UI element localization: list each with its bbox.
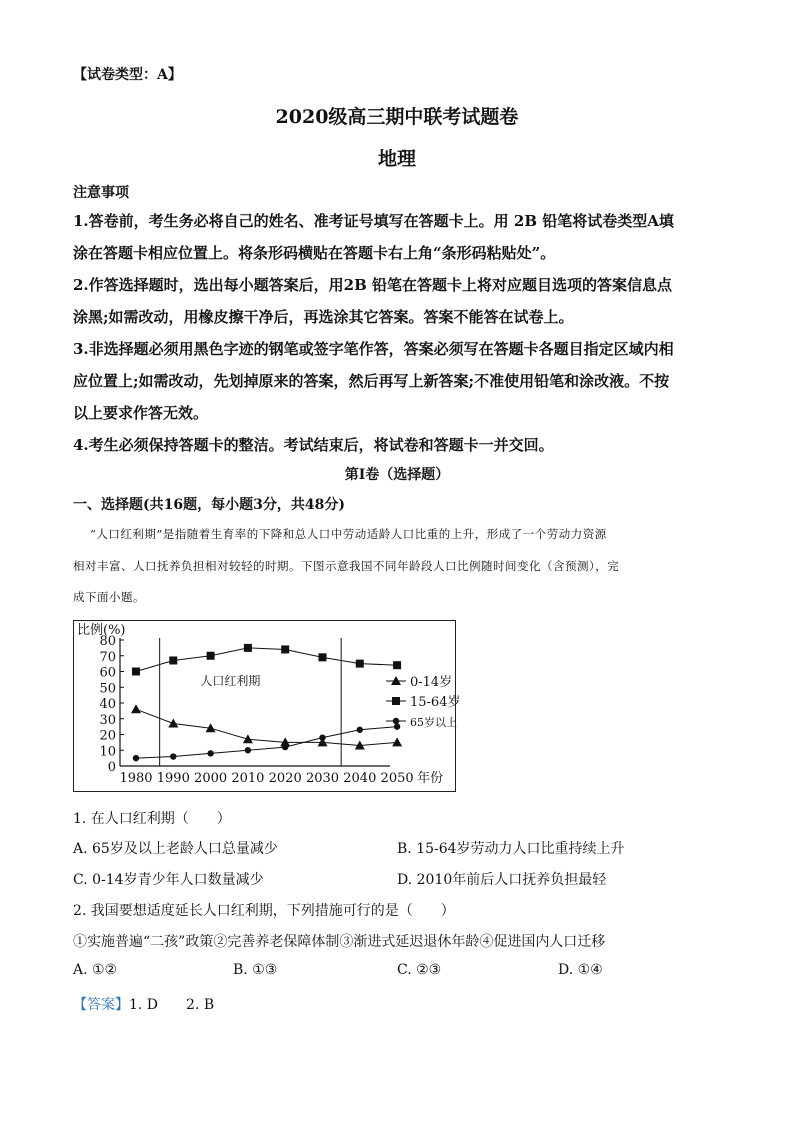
data-point-circle [170,753,176,759]
data-point-circle [245,747,251,753]
data-point-circle [394,723,400,729]
y-tick-label: 50 [99,681,116,697]
notice-line: 应位置上;如需改动，先划掉原来的答案，然后再写上新答案;不准使用铅笔和涂改液。不按 [73,372,670,390]
x-tick-label: 2030 [305,771,340,786]
data-point-circle [393,718,399,724]
data-point-triangle [131,704,141,713]
passage-line: 成下面小题。 [73,590,145,604]
data-point-square [132,668,140,676]
section-heading: 一、选择题(共16题，每小题3分，共48分) [73,497,345,513]
chart-svg [74,621,461,791]
answer-text: 1. D 2. B [129,997,215,1013]
y-tick-label: 0 [107,760,116,775]
question-2-option-d[interactable]: D. ①④ [558,962,603,978]
question-2-option-a[interactable]: A. ①② [73,962,118,978]
data-point-square [281,645,289,653]
notice-line: 4.考生必须保持答题卡的整洁。考试结束后，将试卷和答题卡一并交回。 [73,436,554,454]
data-point-square [392,697,400,705]
legend-label: 15-64岁 [410,695,461,710]
y-tick-label: 30 [99,712,116,728]
question-1-option-a[interactable]: A. 65岁及以上老龄人口总量减少 [73,841,278,857]
question-1-option-b[interactable]: B. 15-64岁劳动力人口比重持续上升 [397,841,625,857]
notice-line: 3.非选择题必须用黑色字迹的钢笔或签字笔作答，答案必须写在答题卡各题目指定区域内相 [73,340,674,358]
y-tick-label: 80 [99,634,116,649]
data-point-square [356,660,364,668]
y-tick-label: 70 [99,649,116,665]
y-tick-label: 40 [99,697,116,712]
legend-label: 0-14岁 [410,675,453,690]
y-axis-label: 比例(%) [77,623,126,638]
question-1-option-c[interactable]: C. 0-14岁青少年人口数量减少 [73,872,264,888]
notice-heading: 注意事项 [73,185,129,201]
notice-line: 以上要求作答无效。 [73,404,209,422]
data-point-square [319,653,327,661]
question-2-statements: ①实施普遍“二孩”政策②完善养老保障体制③渐进式延迟退休年龄④促进国内人口迁移 [73,934,606,950]
data-point-triangle [168,718,178,727]
answer-label: 【答案】 [73,997,129,1013]
notice-line: 涂黑;如需改动，用橡皮擦干净后，再选涂其它答案。答案不能答在试卷上。 [73,308,574,326]
x-tick-label: 2050 [380,771,414,786]
x-tick-label: 2040 [343,771,377,786]
y-tick-label: 60 [99,665,116,681]
data-point-circle [207,750,213,756]
passage-line: “人口红利期”是指随着生育率的下降和总人口中劳动适龄人口比重的上升，形成了一个劳动力资源 [90,527,607,541]
data-point-square [169,656,177,664]
question-2-stem: 2. 我国要想适度延长人口红利期，下列措施可行的是（ ） [73,903,455,919]
question-2-option-c[interactable]: C. ②③ [397,962,442,978]
part-title: 第Ⅰ卷（选择题） [344,467,450,483]
x-tick-label: 2000 [194,771,228,786]
x-tick-label: 2020 [268,771,302,786]
bonus-period-label: 人口红利期 [200,674,261,688]
data-point-circle [133,755,139,761]
legend-label: 65岁以上 [410,716,457,729]
notice-line: 涂在答题卡相应位置上。将条形码横贴在答题卡右上角“条形码粘贴处”。 [73,244,556,262]
x-axis-label: 年份 [417,771,444,786]
x-tick-label: 1980 [119,771,153,786]
question-2-option-b[interactable]: B. ①③ [233,962,278,978]
passage-line: 相对丰富、人口抚养负担相对较轻的时期。下图示意我国不同年龄段人口比例随时间变化（含预测），完 [73,559,620,573]
x-tick-label: 2010 [231,771,265,786]
data-point-circle [357,727,363,733]
exam-title: 2020级高三期中联考试题卷 [275,106,519,128]
question-1-stem: 1. 在人口红利期（ ） [73,811,231,827]
notice-line: 2.作答选择题时，选出每小题答案后，用2B 铅笔在答题卡上将对应题目选项的答案信息点 [73,276,673,294]
data-point-circle [282,744,288,750]
subject-title: 地理 [377,148,416,170]
x-tick-label: 1990 [156,771,190,786]
notice-line: 1.答卷前，考生务必将自己的姓名、准考证号填写在答题卡上。用 2B 铅笔将试卷类型A填 [73,212,674,230]
data-point-circle [319,734,325,740]
answer-line [73,994,214,1014]
question-1-option-d[interactable]: D. 2010年前后人口抚养负担最轻 [397,872,607,888]
data-point-square [207,652,215,660]
data-point-square [244,644,252,652]
population-ratio-chart [73,620,461,792]
y-tick-label: 10 [99,744,116,760]
data-point-triangle [243,734,253,743]
data-point-square [393,661,401,669]
paper-type-label: 【试卷类型：A】 [73,67,182,83]
y-tick-label: 20 [99,728,116,744]
data-point-triangle [392,737,402,746]
